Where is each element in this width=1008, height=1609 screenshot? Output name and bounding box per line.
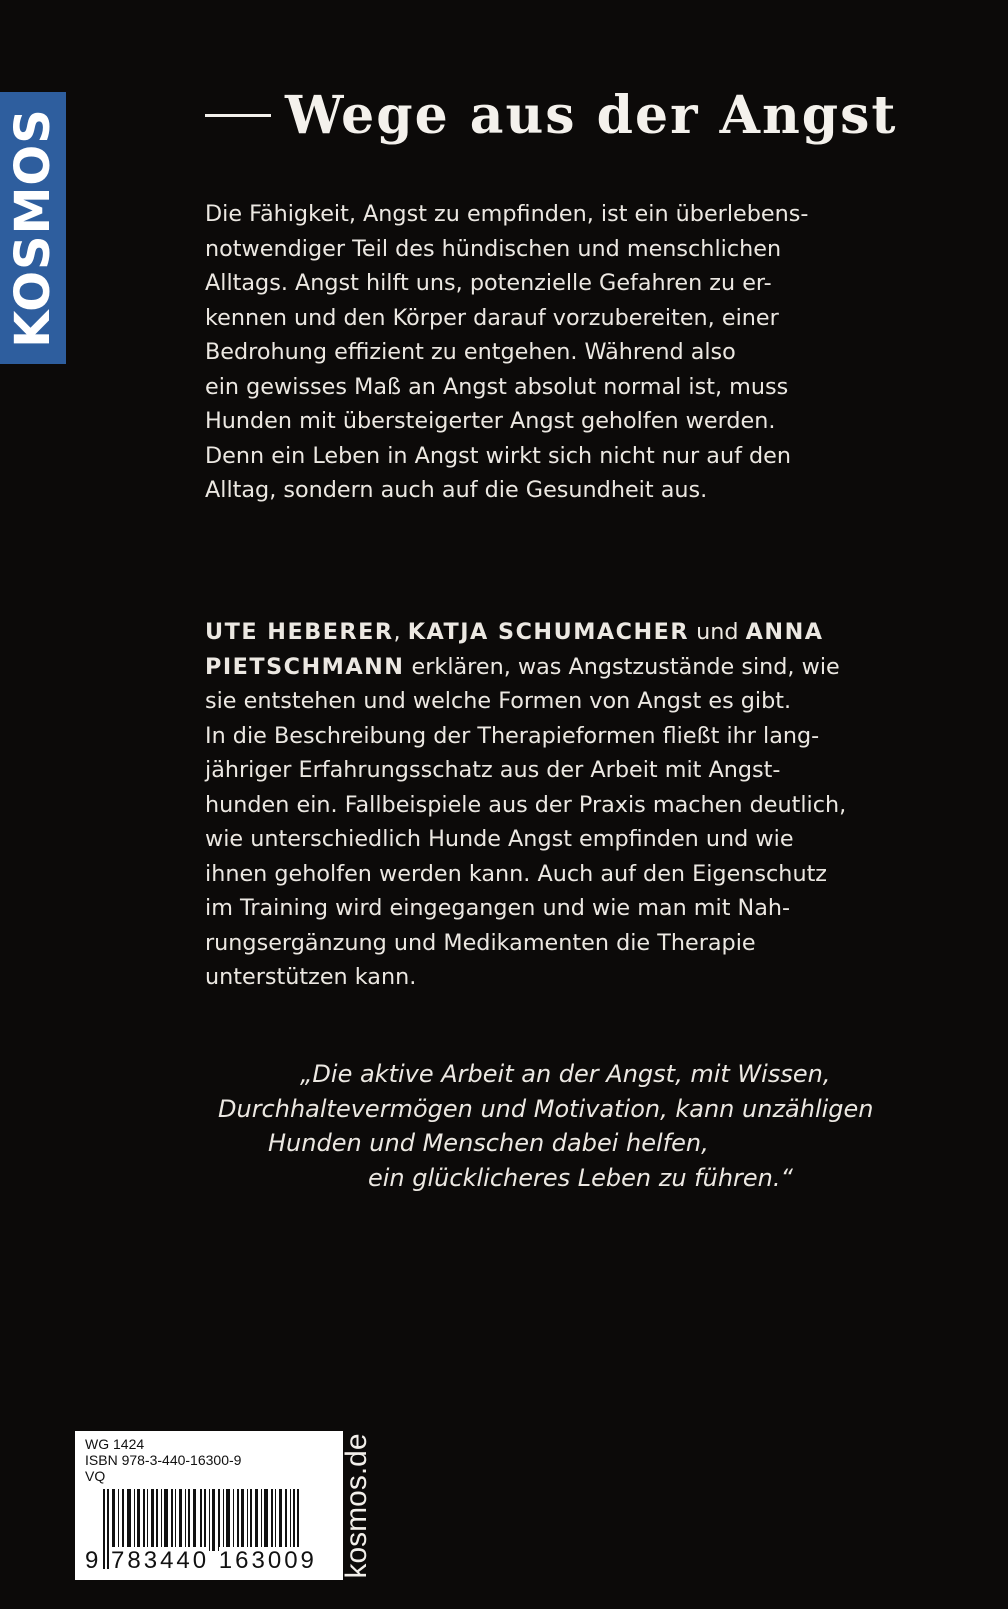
intro-line: ein gewisses Maß an Angst absolut normal ist, muss	[205, 373, 789, 400]
body-line: unterstützen kann.	[205, 964, 417, 990]
intro-line: Die Fähigkeit, Angst zu empfinden, ist ein überlebens-	[205, 201, 809, 227]
intro-line: Alltag, sondern auch auf die Gesundheit aus.	[205, 477, 708, 503]
body-line: ihnen geholfen werden kann. Auch auf den Eigenschutz	[205, 860, 828, 887]
intro-line: Bedrohung effizient zu entgehen. Während also	[205, 339, 736, 365]
author-name: UTE HEBERER	[205, 619, 394, 645]
isbn-text: ISBN 978-3-440-16300-9	[85, 1452, 242, 1468]
author-conjunction: und	[689, 619, 746, 645]
publisher-logo	[0, 92, 66, 364]
body-text: erklären, was Angstzustände sind, wie	[404, 653, 840, 680]
authors-line	[205, 615, 905, 650]
intro-line: Alltags. Angst hilft uns, potenzielle Gefahren zu er-	[205, 270, 772, 296]
body-line: sie entstehen und welche Formen von Angst es gibt.	[205, 688, 792, 714]
isbn-digits	[85, 1547, 317, 1575]
isbn-digits-right: 163009	[218, 1547, 317, 1574]
intro-line: Denn ein Leben in Angst wirkt sich nicht nur auf den	[205, 442, 792, 469]
publisher-logo-text: KOSMOS	[5, 108, 61, 348]
intro-line: Hunden mit übersteigerter Angst geholfen werden.	[205, 408, 776, 434]
author-name: PIETSCHMANN	[205, 653, 405, 680]
book-title	[205, 80, 985, 152]
body-line: jähriger Erfahrungsschatz aus der Arbeit mit Angst-	[205, 757, 781, 783]
author-separator: ,	[393, 619, 401, 645]
body-line: im Training wird eingegangen und wie man mit Nah-	[205, 895, 791, 921]
body-line: hunden ein. Fallbeispiele aus der Praxis machen deutlich,	[205, 791, 847, 818]
author-name: ANNA	[745, 619, 824, 645]
author-name: KATJA SCHUMACHER	[407, 619, 690, 645]
book-title-text: Wege aus der Angst	[285, 85, 898, 146]
isbn-digits-left: 783440	[111, 1547, 210, 1574]
authors-line	[205, 650, 905, 685]
product-group: WG 1424	[85, 1436, 145, 1452]
authors-paragraph	[205, 615, 905, 995]
isbn-digit-lead: 9	[85, 1547, 102, 1574]
body-line: In die Beschreibung der Therapieformen fließt ihr lang-	[205, 722, 820, 749]
code-text: VQ	[85, 1468, 106, 1484]
quote-line: Hunden und Menschen dabei helfen,	[268, 1129, 709, 1157]
intro-paragraph	[205, 197, 905, 508]
quote-line: ein glücklicheres Leben zu führen.“	[368, 1163, 793, 1192]
intro-line: kennen und den Körper darauf vorzubereiten, einer	[205, 304, 779, 331]
intro-line: notwendiger Teil des hündischen und menschlichen	[205, 235, 782, 262]
title-dash	[205, 114, 271, 117]
quote-line: Durchhaltevermögen und Motivation, kann unzähligen	[218, 1094, 874, 1123]
publisher-website: kosmos.de	[340, 1433, 373, 1579]
body-line: wie unterschiedlich Hunde Angst empfinden und wie	[205, 826, 794, 852]
quote-line: „Die aktive Arbeit an der Angst, mit Wissen,	[300, 1060, 831, 1088]
body-line: rungsergänzung und Medikamenten die Therapie	[205, 929, 756, 956]
barcode-label	[75, 1431, 343, 1580]
